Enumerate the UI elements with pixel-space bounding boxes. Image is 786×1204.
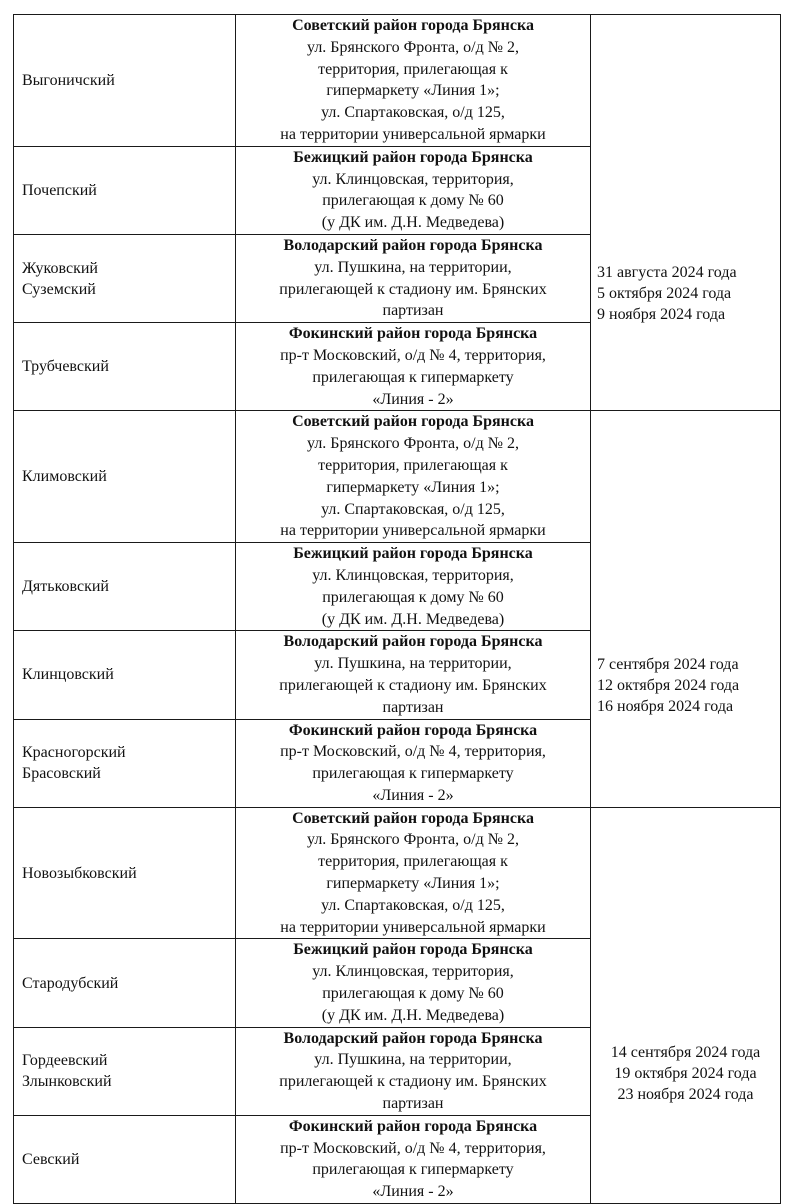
location-cell bbox=[236, 1115, 591, 1203]
fair-date: 19 октября 2024 года bbox=[614, 1065, 757, 1083]
district-name: Володарский район города Брянска bbox=[283, 1029, 543, 1047]
location-cell bbox=[236, 631, 591, 719]
address-line: ул. Спартаковская, о/д 125, bbox=[321, 896, 505, 914]
municipality-cell bbox=[14, 1027, 236, 1115]
address-line: прилегающая к гипермаркету bbox=[312, 1161, 514, 1179]
municipality-cell bbox=[14, 939, 236, 1027]
district-name: Фокинский район города Брянска bbox=[288, 325, 538, 343]
address-line: прилегающей к стадиону им. Брянских bbox=[279, 1073, 547, 1091]
fair-schedule-table bbox=[13, 14, 781, 1204]
location-cell bbox=[236, 15, 591, 147]
municipality-cell bbox=[14, 807, 236, 939]
address-line: ул. Клинцовская, территория, bbox=[312, 170, 514, 188]
address-line: ул. Клинцовская, территория, bbox=[312, 566, 514, 584]
address-line: ул. Спартаковская, о/д 125, bbox=[321, 104, 505, 122]
district-name: Фокинский район города Брянска bbox=[288, 1117, 538, 1135]
location-cell bbox=[236, 939, 591, 1027]
municipality-name: Стародубский bbox=[22, 974, 119, 992]
address-line: партизан bbox=[382, 1095, 444, 1113]
municipality-name: Злынковский bbox=[22, 1073, 112, 1091]
dates-cell bbox=[591, 411, 781, 807]
municipality-name: Новозыбковский bbox=[22, 864, 137, 882]
table-row bbox=[14, 807, 781, 939]
dates-cell bbox=[591, 15, 781, 411]
district-name: Бежицкий район города Брянска bbox=[293, 148, 533, 166]
municipality-name: Клинцовский bbox=[22, 666, 114, 684]
address-line: прилегающая к гипермаркету bbox=[312, 368, 514, 386]
address-line: прилегающая к дому № 60 bbox=[322, 588, 504, 606]
district-name: Советский район города Брянска bbox=[292, 17, 534, 34]
address-line: территория, прилегающая к bbox=[318, 456, 508, 474]
municipality-name: Брасовский bbox=[22, 765, 101, 783]
location-cell bbox=[236, 807, 591, 939]
address-line: «Линия - 2» bbox=[372, 786, 454, 804]
location-cell bbox=[236, 323, 591, 411]
address-line: пр-т Московский, о/д № 4, территория, bbox=[280, 743, 546, 761]
location-cell bbox=[236, 1027, 591, 1115]
address-line: на территории универсальной ярмарки bbox=[280, 125, 546, 143]
location-cell bbox=[236, 543, 591, 631]
address-line: пр-т Московский, о/д № 4, территория, bbox=[280, 346, 546, 364]
municipality-cell bbox=[14, 15, 236, 147]
municipality-name: Трубчевский bbox=[22, 358, 109, 376]
municipality-name: Дятьковский bbox=[22, 578, 109, 596]
address-line: «Линия - 2» bbox=[372, 390, 454, 408]
fair-date: 31 августа 2024 года bbox=[597, 263, 737, 281]
address-line: прилегающая к гипермаркету bbox=[312, 765, 514, 783]
fair-date: 14 сентября 2024 года bbox=[610, 1044, 761, 1062]
address-line: на территории универсальной ярмарки bbox=[280, 918, 546, 936]
address-line: прилегающей к стадиону им. Брянских bbox=[279, 280, 547, 298]
address-line: ул. Брянского Фронта, о/д № 2, bbox=[307, 435, 519, 453]
district-name: Володарский район города Брянска bbox=[283, 633, 543, 651]
address-line: прилегающая к дому № 60 bbox=[322, 192, 504, 210]
municipality-name: Гордеевский bbox=[22, 1052, 108, 1070]
fair-date: 5 октября 2024 года bbox=[597, 284, 732, 302]
municipality-cell bbox=[14, 234, 236, 322]
address-line: (у ДК им. Д.Н. Медведева) bbox=[321, 1006, 505, 1024]
address-line: «Линия - 2» bbox=[372, 1183, 454, 1201]
address-line: ул. Брянского Фронта, о/д № 2, bbox=[307, 38, 519, 56]
municipality-cell bbox=[14, 631, 236, 719]
address-line: на территории универсальной ярмарки bbox=[280, 522, 546, 540]
address-line: ул. Пушкина, на территории, bbox=[314, 258, 512, 276]
address-line: территория, прилегающая к bbox=[318, 853, 508, 871]
table-row bbox=[14, 411, 781, 543]
table-row bbox=[14, 15, 781, 147]
dates-cell bbox=[591, 807, 781, 1203]
municipality-cell bbox=[14, 719, 236, 807]
municipality-name: Выгоничский bbox=[22, 71, 115, 89]
address-line: ул. Клинцовская, территория, bbox=[312, 963, 514, 981]
municipality-cell bbox=[14, 411, 236, 543]
district-name: Советский район города Брянска bbox=[292, 413, 534, 431]
address-line: ул. Пушкина, на территории, bbox=[314, 1051, 512, 1069]
address-line: территория, прилегающая к bbox=[318, 60, 508, 78]
address-line: ул. Спартаковская, о/д 125, bbox=[321, 500, 505, 518]
municipality-cell bbox=[14, 543, 236, 631]
fair-date: 7 сентября 2024 года bbox=[597, 655, 739, 673]
municipality-cell bbox=[14, 323, 236, 411]
municipality-name: Красногорский bbox=[22, 744, 126, 762]
address-line: гипермаркету «Линия 1»; bbox=[326, 82, 500, 100]
address-line: (у ДК им. Д.Н. Медведева) bbox=[321, 214, 505, 232]
fair-date: 9 ноября 2024 года bbox=[597, 305, 726, 323]
location-cell bbox=[236, 234, 591, 322]
address-line: партизан bbox=[382, 302, 444, 320]
address-line: ул. Пушкина, на территории, bbox=[314, 655, 512, 673]
district-name: Советский район города Брянска bbox=[292, 809, 534, 827]
municipality-cell bbox=[14, 1115, 236, 1203]
address-line: гипермаркету «Линия 1»; bbox=[326, 478, 500, 496]
address-line: прилегающая к дому № 60 bbox=[322, 985, 504, 1003]
location-cell bbox=[236, 146, 591, 234]
address-line: пр-т Московский, о/д № 4, территория, bbox=[280, 1139, 546, 1157]
district-name: Бежицкий район города Брянска bbox=[293, 941, 533, 959]
fair-date: 12 октября 2024 года bbox=[597, 676, 740, 694]
address-line: (у ДК им. Д.Н. Медведева) bbox=[321, 610, 505, 628]
municipality-cell bbox=[14, 146, 236, 234]
address-line: ул. Брянского Фронта, о/д № 2, bbox=[307, 831, 519, 849]
location-cell bbox=[236, 719, 591, 807]
district-name: Фокинский район города Брянска bbox=[288, 721, 538, 739]
municipality-name: Климовский bbox=[22, 468, 107, 486]
fair-date: 23 ноября 2024 года bbox=[617, 1086, 754, 1104]
district-name: Володарский район города Брянска bbox=[283, 236, 543, 254]
address-line: гипермаркету «Линия 1»; bbox=[326, 875, 500, 893]
location-cell bbox=[236, 411, 591, 543]
fair-date: 16 ноября 2024 года bbox=[597, 697, 734, 715]
municipality-name: Севский bbox=[22, 1150, 80, 1168]
district-name: Бежицкий район города Брянска bbox=[293, 545, 533, 563]
address-line: партизан bbox=[382, 698, 444, 716]
municipality-name: Жуковский bbox=[22, 259, 98, 277]
municipality-name: Почепский bbox=[22, 181, 97, 199]
municipality-name: Суземский bbox=[22, 280, 96, 298]
address-line: прилегающей к стадиону им. Брянских bbox=[279, 676, 547, 694]
